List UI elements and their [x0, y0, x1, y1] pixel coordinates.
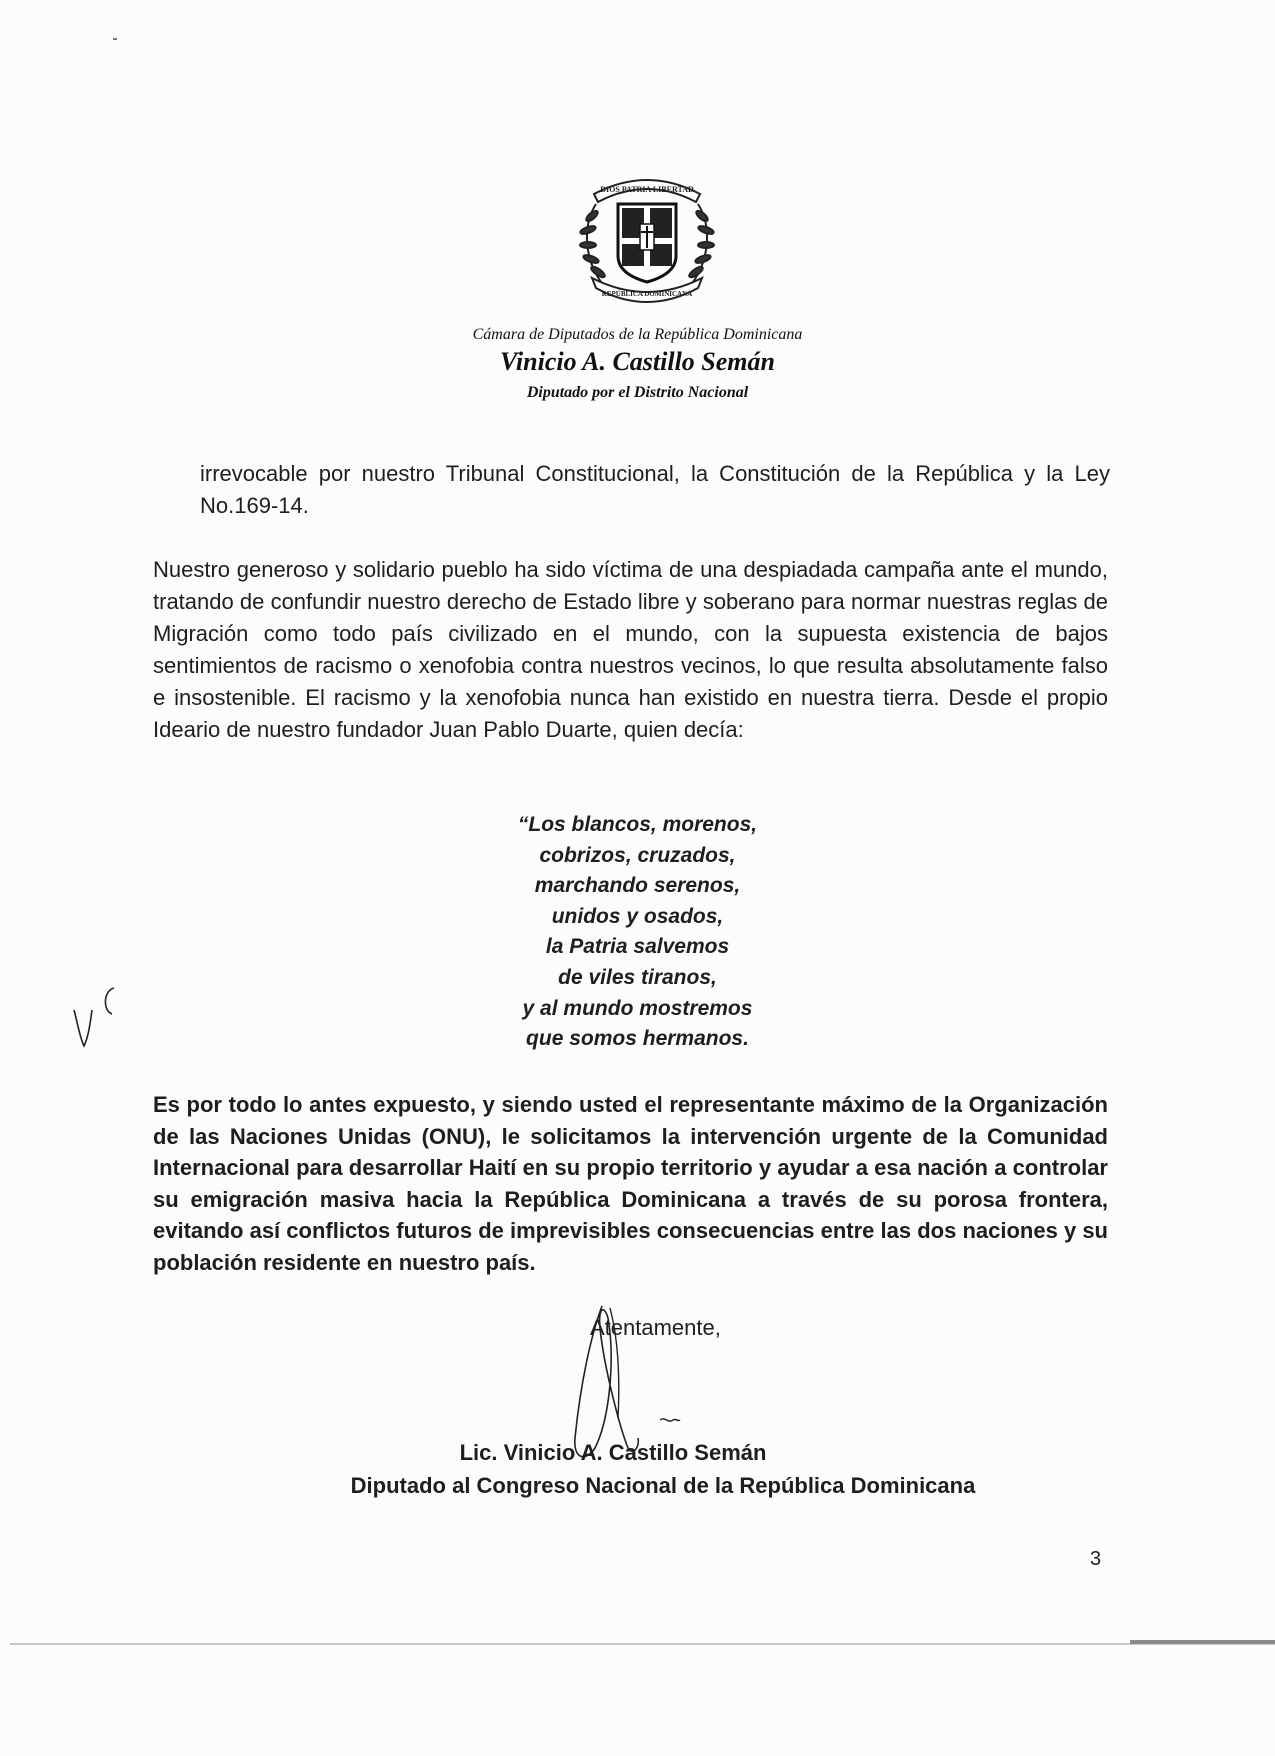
poem-line: la Patria salvemos: [545, 935, 730, 959]
continuation-paragraph: irrevocable por nuestro Tribunal Constitucional, la Constitución de la República y la Ley No.169-14.: [200, 461, 1110, 518]
page-number: 3: [1090, 1548, 1102, 1570]
initials-icon: [70, 980, 130, 1060]
closing-salutation: Atentamente,: [590, 1315, 721, 1340]
scan-speck: [113, 38, 117, 40]
poem-line: marchando serenos,: [534, 874, 741, 898]
coat-of-arms-icon: [574, 166, 720, 306]
svg-text:DIOS PATRIA LIBERTAD: DIOS PATRIA LIBERTAD: [600, 185, 694, 194]
poem-line: unidos y osados,: [551, 904, 724, 928]
deputy-name: Vinicio A. Castillo Semán: [500, 347, 775, 376]
signer-name: Lic. Vinicio A. Castillo Semán: [459, 1440, 767, 1465]
poem-line: que somos hermanos.: [526, 1027, 749, 1051]
paragraph-request: Es por todo lo antes expuesto, y siendo usted el representante máximo de la Organización de las Naciones Unidas (ONU), le solicitamos la intervención urgente de la Comunidad Internacional para desarrollar Haití en su propio territorio y ayudar a esa nación a controlar su emigración masiva hacia la República Dominicana a través de su porosa frontera, evitando así conflictos futuros de imprevisibles consecuencias entre las dos naciones y su población residente en nuestro país.: [153, 1092, 1108, 1275]
poem-line: y al mundo mostremos: [522, 996, 753, 1020]
scan-edge-shadow: [1130, 1640, 1275, 1644]
poem-line: cobrizos, cruzados,: [539, 843, 736, 867]
scan-edge-line: [10, 1643, 1275, 1645]
chamber-name: Cámara de Diputados de la República Dominicana: [472, 326, 803, 343]
poem-line: “Los blancos, morenos,: [517, 813, 758, 836]
poem-line: de viles tiranos,: [558, 965, 717, 989]
deputy-role: Diputado por el Distrito Nacional: [526, 384, 749, 401]
duarte-poem: [0, 810, 1275, 1055]
svg-text:REPÚBLICA DOMINICANA: REPÚBLICA DOMINICANA: [601, 290, 693, 298]
signer-role: Diputado al Congreso Nacional de la República Dominicana: [350, 1473, 976, 1498]
paragraph-campaign: Nuestro generoso y solidario pueblo ha sido víctima de una despiadada campaña ante el mundo, tratando de confundir nuestro derecho de Estado libre y soberano para normar nuestras reglas de Migración como todo país civilizado en el mundo, con la supuesta existencia de bajos sentimientos de racismo o xenofobia contra nuestros vecinos, lo que resulta absolutamente falso e insostenible. El racismo y la xenofobia nunca han existido en nuestra tierra. Desde el propio Ideario de nuestro fundador Juan Pablo Duarte, quien decía:: [153, 557, 1108, 742]
